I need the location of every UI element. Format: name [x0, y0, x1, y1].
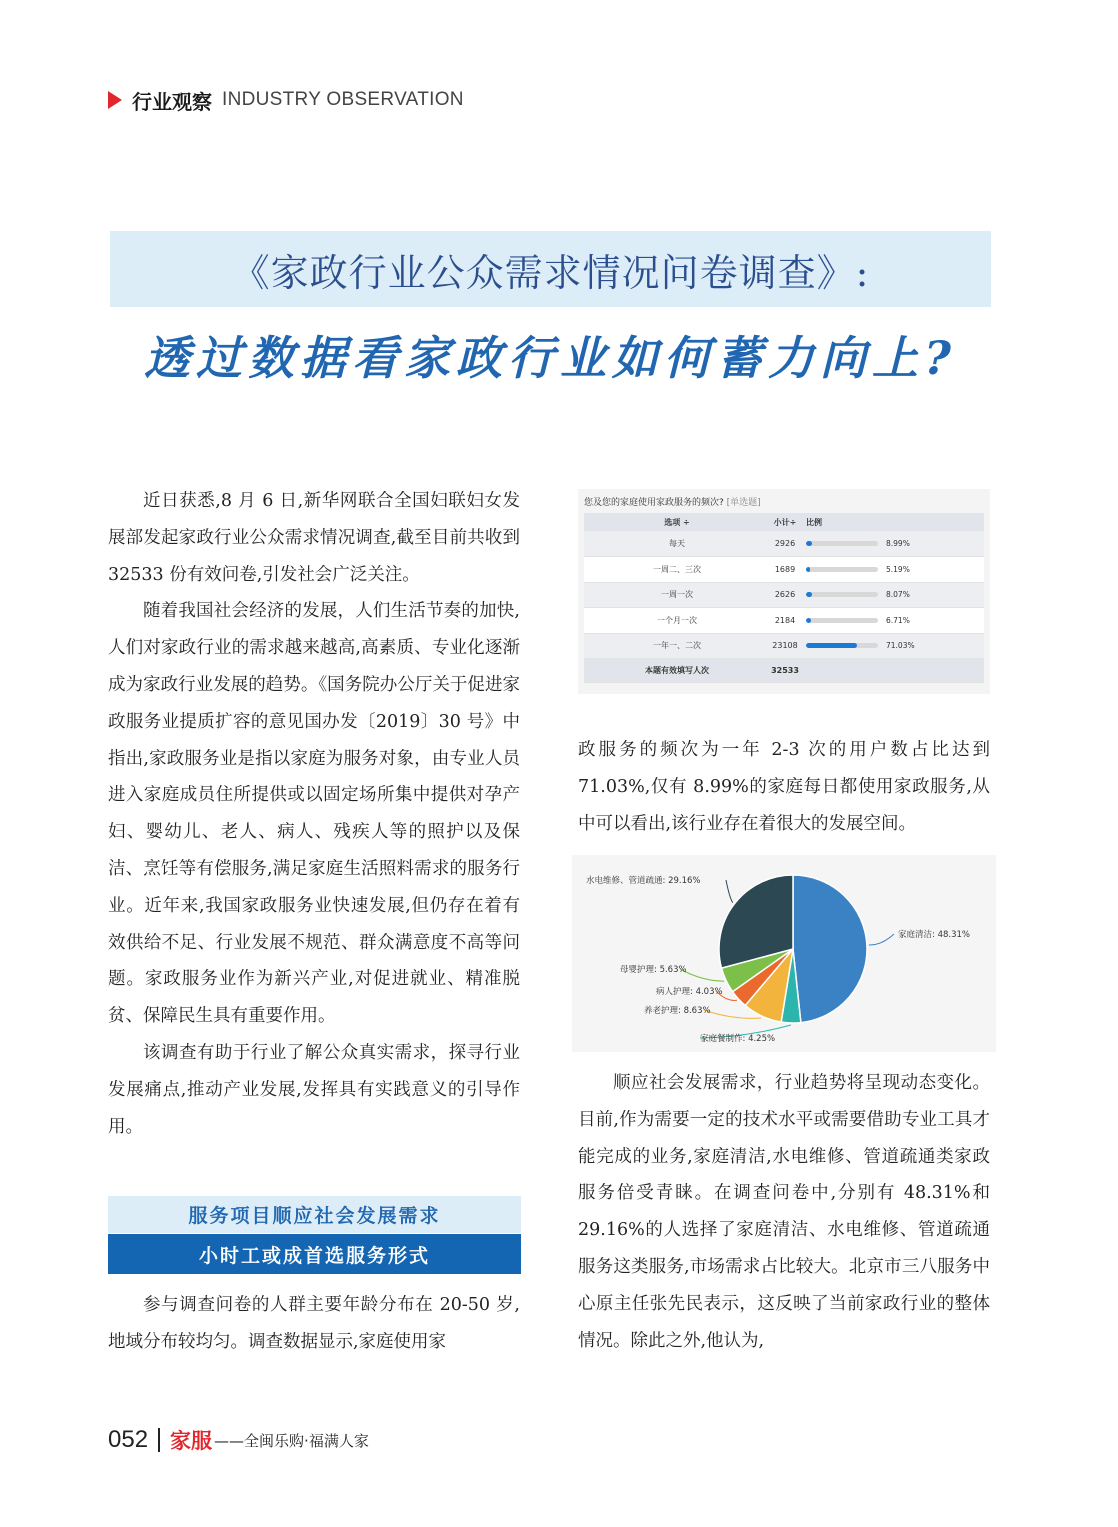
row-option: 一周二、三次 [584, 557, 770, 583]
footer-brand: 家服 [170, 1429, 213, 1453]
table-row [584, 608, 984, 634]
survey-table-figure [578, 489, 990, 694]
right-column-bottom [578, 1065, 990, 1359]
page-footer [108, 1424, 369, 1456]
row-ratio [800, 557, 984, 583]
row-count: 1689 [770, 557, 800, 583]
survey-question [584, 495, 761, 508]
pie-leader-line [680, 969, 724, 981]
ratio-label: 8.07% [886, 590, 910, 600]
title-band [110, 231, 991, 307]
table-row [584, 633, 984, 659]
total-label: 本题有效填写人次 [584, 659, 770, 683]
row-option: 每天 [584, 531, 770, 557]
section-title-en: INDUSTRY OBSERVATION [222, 89, 464, 110]
table-row [584, 531, 984, 557]
ratio-bar-fill [806, 541, 812, 546]
row-option: 一年一、二次 [584, 633, 770, 659]
row-ratio [800, 582, 984, 608]
pie-slice-label: 养老护理: 8.63% [644, 1006, 711, 1016]
pie-chart-figure [572, 855, 996, 1052]
survey-question-tag: [单选题] [726, 498, 761, 508]
paragraph: 该调查有助于行业了解公众真实需求，探寻行业发展痛点,推动产业发展,发挥具有实践意义的引导作用。 [108, 1042, 520, 1137]
ratio-bar [806, 541, 878, 546]
row-ratio [800, 531, 984, 557]
pie-slice-label: 家庭餐制作: 4.25% [700, 1034, 776, 1044]
section-title-cn: 行业观察 [132, 89, 212, 114]
pie-chart [572, 855, 996, 1052]
ratio-bar-fill [806, 643, 857, 648]
survey-question-text: 您及您的家庭使用家政服务的频次? [584, 498, 724, 508]
pie-leader-line [726, 880, 733, 903]
paragraph: 政服务的频次为一年 2-3 次的用户数占比达到 71.03%,仅有 8.99%的家庭每日都使用家政服务,从中可以看出,该行业存在着很大的发展空间。 [578, 740, 990, 834]
total-count: 32533 [770, 659, 800, 683]
left-column-bottom [108, 1287, 520, 1361]
pie-slice-label: 母婴护理: 5.63% [620, 965, 687, 975]
ratio-bar [806, 643, 878, 648]
pie-leader-line [869, 934, 894, 945]
table-row [584, 582, 984, 608]
right-column-top [578, 732, 990, 842]
survey-table [584, 513, 984, 683]
pie-slice-label: 病人护理: 4.03% [656, 987, 723, 997]
article-title-line1: 《家政行业公众需求情况问卷调查》: [231, 250, 870, 295]
paragraph: 随着我国社会经济的发展，人们生活节奏的加快,人们对家政行业的需求越来越高,高素质、专业化逐渐成为家政行业发展的趋势。《国务院办公厅关于促进家政服务业提质扩容的意见国办发〔2019〕30 号》中指出,家政服务业是指以家庭为服务对象，由专业人员进入家庭成员住所提供或以固定场所集中提供对孕产妇、婴幼儿、老人、病人、残疾人等的照护以及保洁、烹饪等有偿服务,满足家庭生活照料需求的服务行业。近年来,我国家政服务业快速发展,但仍存在着有效供给不足、行业发展不规范、群众满意度不高等问题。家政服务业作为新兴产业,对促进就业、精准脱贫、保障民生具有重要作用。 [108, 601, 520, 1027]
row-count: 2184 [770, 608, 800, 634]
pie-slice-label: 家庭清洁: 48.31% [898, 930, 970, 940]
footer-divider [158, 1428, 160, 1452]
paragraph: 近日获悉,8 月 6 日,新华网联合全国妇联妇女发展部发起家政行业公众需求情况调查,截至目前共收到 32533 份有效问卷,引发社会广泛关注。 [108, 491, 520, 585]
total-ratio-empty [800, 659, 984, 683]
article-title-line2: 透过数据看家政行业如何蓄力向上? [144, 331, 957, 385]
paragraph: 参与调查问卷的人群主要年龄分布在 20-50 岁,地域分布较均匀。调查数据显示,家庭使用家 [108, 1295, 520, 1352]
ratio-label: 71.03% [886, 641, 915, 651]
ratio-label: 8.99% [886, 539, 910, 548]
table-total-row [584, 659, 984, 683]
row-count: 2926 [770, 531, 800, 557]
ratio-label: 6.71% [886, 615, 910, 625]
row-option: 一周一次 [584, 582, 770, 608]
table-header-option: 选项 ÷ [584, 513, 770, 531]
pie-slice [793, 875, 867, 1023]
subheading-primary: 服务项目顺应社会发展需求 [108, 1196, 521, 1233]
paragraph: 顺应社会发展需求，行业趋势将呈现动态变化。目前,作为需要一定的技术水平或需要借助专业工具才能完成的业务,家庭清洁,水电维修、管道疏通类家政服务倍受青睐。在调查问卷中,分别有 48.31%和 29.16%的人选择了家庭清洁、水电维修、管道疏通服务这类服务,市场需求占比较大。北京市三八服务中心原主任张先民表示，这反映了当前家政行业的整体情况。除此之外,他认为, [578, 1073, 990, 1351]
left-column-top [108, 483, 520, 1145]
row-count: 2626 [770, 582, 800, 608]
triangle-arrow-icon [108, 91, 122, 109]
row-count: 23108 [770, 633, 800, 659]
row-ratio [800, 633, 984, 659]
ratio-bar-fill [806, 567, 810, 572]
table-row [584, 557, 984, 583]
ratio-bar-fill [806, 592, 812, 597]
row-ratio [800, 608, 984, 634]
ratio-bar [806, 618, 878, 623]
pie-slice-label: 水电维修、管道疏通: 29.16% [586, 876, 701, 886]
subheading-secondary: 小时工或成首选服务形式 [108, 1234, 521, 1274]
ratio-bar [806, 567, 878, 572]
table-header-count: 小计÷ [770, 513, 800, 531]
section-tag [108, 86, 464, 114]
ratio-bar-fill [806, 618, 811, 623]
table-header-ratio: 比例 [800, 513, 984, 531]
page-number: 052 [108, 1426, 149, 1453]
footer-slogan: ——全闽乐购·福满人家 [214, 1431, 369, 1450]
row-option: 一个月一次 [584, 608, 770, 634]
ratio-label: 5.19% [886, 564, 910, 574]
ratio-bar [806, 592, 878, 597]
